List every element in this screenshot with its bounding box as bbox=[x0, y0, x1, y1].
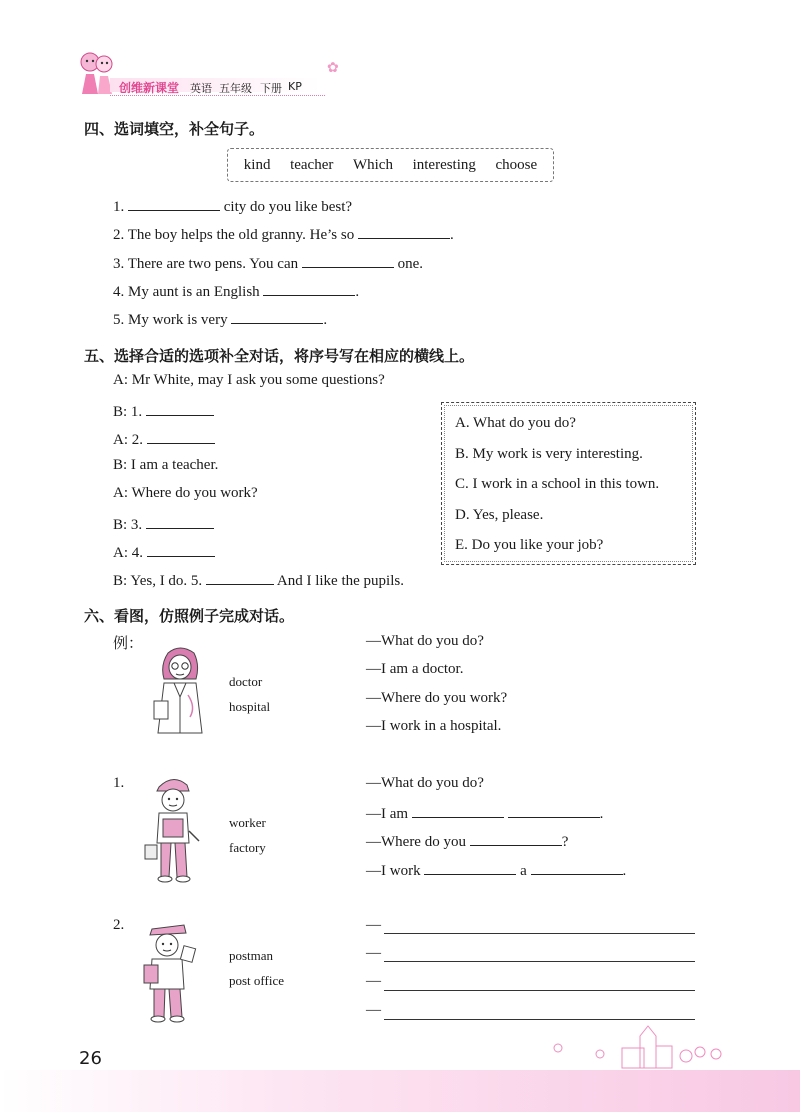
option-b: B. My work is very interesting. bbox=[455, 446, 643, 462]
dialog-line-5: A: Where do you work? bbox=[113, 485, 258, 501]
option-d: D. Yes, please. bbox=[455, 507, 544, 523]
example-label: 例： bbox=[113, 634, 144, 652]
page-number: 26 bbox=[79, 1048, 102, 1069]
word-which: Which bbox=[352, 156, 393, 173]
postman-illustration-icon bbox=[138, 917, 200, 1027]
answer-blank[interactable] bbox=[146, 401, 214, 416]
word-interesting: interesting bbox=[412, 156, 476, 173]
item2-dash-3: — bbox=[366, 973, 381, 989]
example-place-label: hospital bbox=[229, 699, 271, 714]
word-teacher: teacher bbox=[290, 156, 334, 173]
castle-decoration-icon bbox=[540, 1022, 740, 1070]
word-choose: choose bbox=[495, 156, 538, 173]
header-edition: KP bbox=[288, 80, 302, 93]
answer-blank[interactable] bbox=[424, 860, 516, 875]
answer-blank[interactable] bbox=[206, 570, 274, 585]
answer-blank[interactable] bbox=[531, 860, 623, 875]
option-e: E. Do you like your job? bbox=[455, 537, 604, 553]
section4-title: 四、选词填空，补全句子。 bbox=[84, 120, 265, 138]
answer-blank[interactable] bbox=[412, 803, 504, 818]
item2-place-label: post office bbox=[229, 973, 284, 988]
word-bank bbox=[227, 148, 554, 182]
footer-band bbox=[0, 1070, 800, 1112]
option-c: C. I work in a school in this town. bbox=[455, 476, 660, 492]
worker-illustration-icon bbox=[143, 773, 205, 888]
dialog-line-2: B: 1. bbox=[113, 401, 214, 421]
option-a: A. What do you do? bbox=[455, 415, 576, 431]
item1-place-label: factory bbox=[229, 840, 266, 855]
flower-icon: ✿ bbox=[327, 61, 339, 76]
dialog-line-7: A: 4. bbox=[113, 542, 215, 562]
example-dialog-4: —I work in a hospital. bbox=[366, 718, 502, 734]
answer-blank[interactable] bbox=[231, 309, 323, 324]
answer-blank[interactable] bbox=[146, 514, 214, 529]
example-job-label: doctor bbox=[229, 674, 263, 689]
item2-number: 2. bbox=[113, 917, 125, 933]
answer-blank[interactable] bbox=[263, 281, 355, 296]
dialog-line-6: B: 3. bbox=[113, 514, 214, 534]
dialog-line-8: B: Yes, I do. 5. And I like the pupils. bbox=[113, 570, 404, 590]
example-dialog-1: —What do you do? bbox=[366, 633, 484, 649]
item2-answer-line-1[interactable] bbox=[384, 933, 695, 934]
answer-blank[interactable] bbox=[128, 196, 220, 211]
item2-dash-1: — bbox=[366, 917, 381, 933]
doctor-illustration-icon bbox=[150, 645, 210, 740]
item1-question-1: —What do you do? bbox=[366, 775, 484, 791]
item2-dash-4: — bbox=[366, 1002, 381, 1018]
word-kind: kind bbox=[243, 156, 271, 173]
item1-question-2: —Where do you ? bbox=[366, 831, 568, 851]
header-volume: 下册 bbox=[260, 82, 282, 95]
item1-answer-1: —I am . bbox=[366, 803, 603, 823]
answer-blank[interactable] bbox=[147, 542, 215, 557]
section6-title: 六、看图，仿照例子完成对话。 bbox=[84, 607, 295, 625]
item2-answer-line-3[interactable] bbox=[384, 990, 695, 991]
section4-item-5: 5. My work is very . bbox=[113, 309, 327, 329]
header-brand: 创维新课堂 bbox=[119, 81, 180, 95]
answer-blank[interactable] bbox=[508, 803, 600, 818]
example-dialog-2: —I am a doctor. bbox=[366, 661, 464, 677]
dialog-line-1: A: Mr White, may I ask you some questions? bbox=[113, 372, 385, 388]
item2-answer-line-4[interactable] bbox=[384, 1019, 695, 1020]
section5-title: 五、选择合适的选项补全对话，将序号写在相应的横线上。 bbox=[84, 347, 475, 365]
item2-dash-2: — bbox=[366, 945, 381, 961]
answer-blank[interactable] bbox=[302, 253, 394, 268]
item1-answer-2: —I work a . bbox=[366, 860, 626, 880]
section4-item-4: 4. My aunt is an English . bbox=[113, 281, 359, 301]
example-dialog-3: —Where do you work? bbox=[366, 690, 508, 706]
answer-blank[interactable] bbox=[147, 429, 215, 444]
item1-job-label: worker bbox=[229, 815, 266, 830]
header-grade: 五年级 bbox=[219, 82, 252, 95]
item2-job-label: postman bbox=[229, 948, 274, 963]
item1-number: 1. bbox=[113, 775, 125, 791]
options-box bbox=[441, 402, 696, 565]
answer-blank[interactable] bbox=[470, 831, 562, 846]
section4-item-3: 3. There are two pens. You can one. bbox=[113, 253, 423, 273]
section4-item-1: 1. city do you like best? bbox=[113, 196, 352, 216]
answer-blank[interactable] bbox=[358, 224, 450, 239]
header-subject: 英语 bbox=[190, 82, 212, 95]
dialog-line-4: B: I am a teacher. bbox=[113, 457, 219, 473]
item2-answer-line-2[interactable] bbox=[384, 961, 695, 962]
dialog-line-3: A: 2. bbox=[113, 429, 215, 449]
header-divider bbox=[110, 95, 325, 96]
section4-item-2: 2. The boy helps the old granny. He’s so . bbox=[113, 224, 454, 244]
